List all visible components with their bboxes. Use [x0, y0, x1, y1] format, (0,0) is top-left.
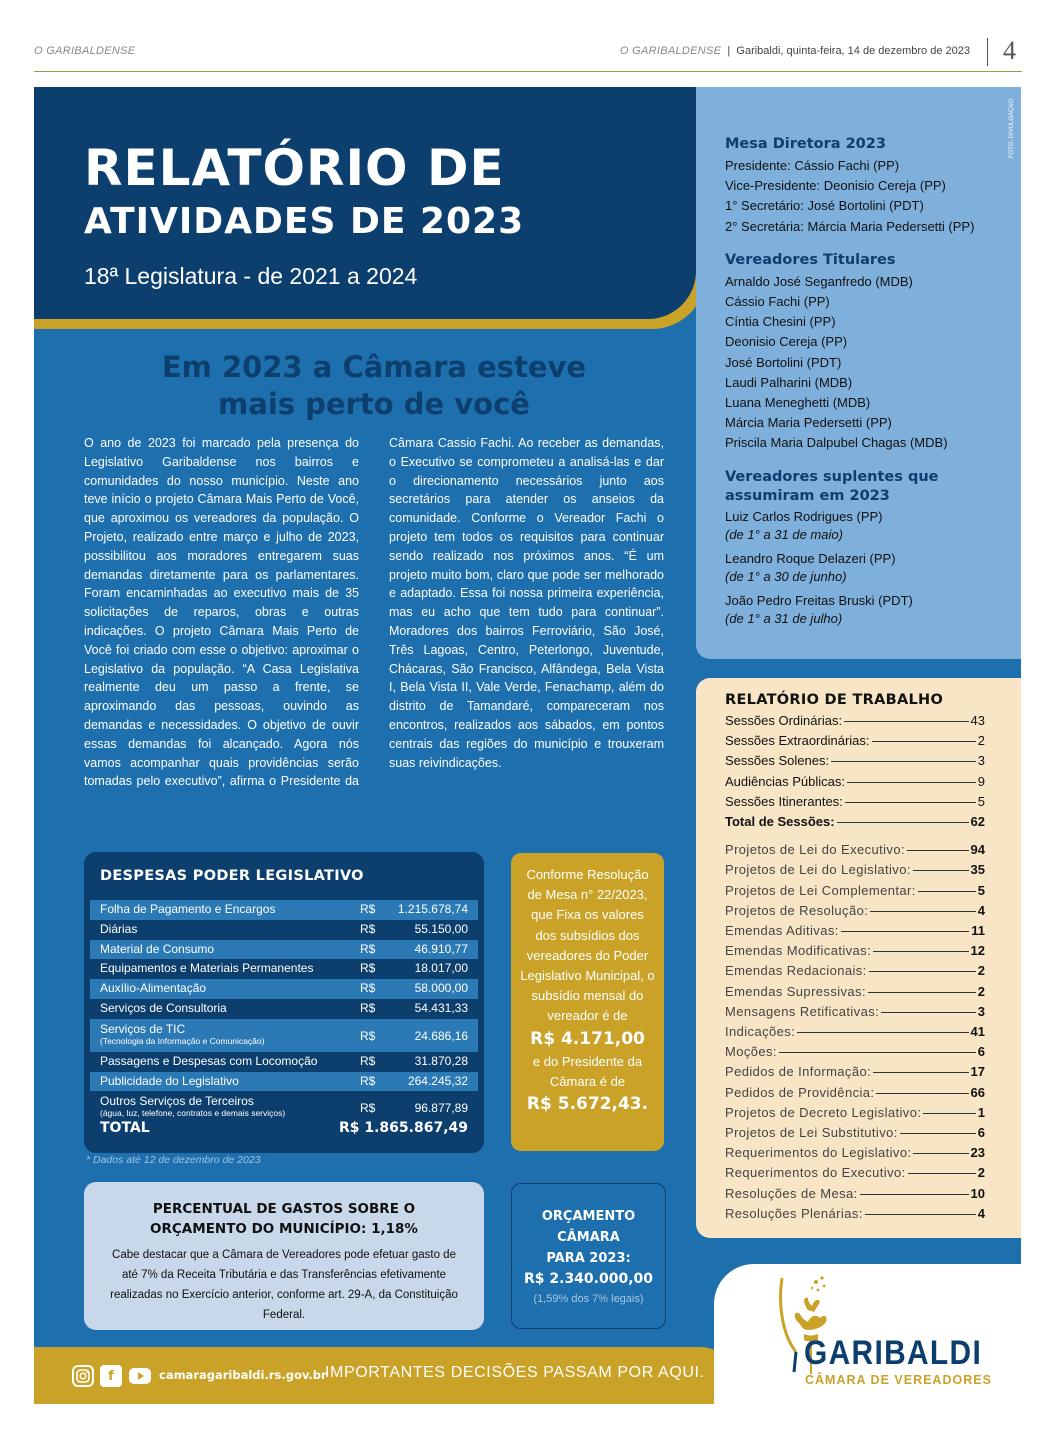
expenses-total-row [100, 1120, 468, 1136]
publication-name-right: O GARIBALDENSE [619, 45, 722, 57]
report-row-value: 4 [977, 902, 985, 918]
expense-row [90, 1019, 478, 1052]
report-row [725, 792, 985, 812]
expense-label-text: Serviços de Consultoria [100, 1000, 227, 1015]
expense-label-text: Outros Serviços de Terceiros [100, 1094, 254, 1109]
report-row-label: Sessões Extraordinárias: [725, 733, 870, 749]
report-row [725, 731, 985, 751]
budget-title-line3: PARA 2023: [546, 1251, 631, 1266]
report-row-leader [845, 802, 976, 803]
report-row-label: Emendas Supressivas: [725, 983, 866, 999]
chamber-logo [714, 1264, 1021, 1404]
page-header [34, 38, 1022, 72]
suplente-name: Luiz Carlos Rodrigues (PP) [725, 508, 883, 524]
expense-row [90, 1072, 478, 1092]
expense-label-text: Publicidade do Legislativo [100, 1073, 239, 1088]
suplentes-list [725, 508, 1015, 628]
expense-row [90, 1052, 478, 1072]
report-row-leader [841, 931, 970, 932]
report-row-label: Projetos de Resolução: [725, 902, 869, 918]
legislature-subtitle: 18ª Legislatura - de 2021 a 2024 [84, 263, 418, 289]
headline-line1: Em 2023 a Câmara esteve [161, 350, 587, 384]
report-row-label: Sessões Ordinárias: [725, 713, 843, 728]
expenses-heading: DESPESAS PODER LEGISLATIVO [100, 868, 364, 884]
expense-label [100, 959, 313, 979]
expenses-table [84, 852, 484, 1153]
subsidy-text: Conforme Resolução de Mesa n° 22/2023, que Fixa os valores dos subsídios dos vereadores do Poder Legislativo Municipal, o subsídio mensal do vereador é de [520, 867, 655, 1024]
report-row-leader [870, 911, 976, 912]
expense-row [90, 979, 478, 999]
expense-label [100, 979, 206, 999]
report-row-leader [847, 782, 976, 783]
report-row [725, 812, 985, 832]
mesa-heading: Mesa Diretora 2023 [725, 136, 886, 152]
report-row [725, 1002, 985, 1022]
footer-band [34, 1347, 734, 1404]
percentage-text: Cabe destacar que a Câmara de Vereadores pode efetuar gasto de até 7% da Receita Tributária e das Transferências efetivamente realizadas no Exercício anterior, conforme art. 29-A, da Constituição Federal. [110, 1249, 458, 1321]
expense-label [100, 1072, 239, 1092]
titular-member: Arnaldo José Seganfredo (MDB) [725, 273, 913, 289]
report-row-label: Resoluções de Mesa: [725, 1185, 858, 1201]
suplente-name: João Pedro Freitas Bruski (PDT) [725, 592, 913, 608]
expense-currency: R$ [360, 1053, 376, 1068]
report-row-leader [907, 850, 969, 851]
expense-currency: R$ [360, 1000, 376, 1015]
report-row-leader [900, 1133, 976, 1134]
report-row-value: 3 [977, 1003, 985, 1019]
report-row-leader [876, 1093, 968, 1094]
report-row [725, 1083, 985, 1103]
expense-label [100, 920, 137, 940]
report-row [725, 881, 985, 901]
suplentes-heading-line1: Vereadores suplentes que [725, 468, 939, 485]
report-row [725, 1204, 985, 1224]
subsidy-presidente-value: R$ 5.672,43. [526, 1094, 649, 1115]
report-row-value: 3 [977, 753, 985, 769]
expense-currency: R$ [360, 1101, 376, 1116]
report-row-leader [873, 951, 968, 952]
report-row [725, 1184, 985, 1204]
expense-currency: R$ [360, 902, 376, 916]
work-report [696, 678, 1021, 1238]
expense-label [100, 999, 227, 1019]
titular-member: Luana Meneghetti (MDB) [725, 395, 871, 411]
expense-label-text: Serviços de TIC [100, 1021, 186, 1036]
report-row [725, 1103, 985, 1123]
expense-label-text: Material de Consumo [100, 941, 215, 956]
publication-name: O GARIBALDENSE [34, 45, 136, 57]
expense-label [100, 900, 275, 920]
members-sidebar [696, 87, 1021, 659]
report-row [725, 860, 985, 880]
report-row-value: 2 [977, 733, 985, 749]
expense-amount: 264.245,32 [407, 1073, 468, 1088]
expense-currency: R$ [360, 961, 376, 976]
expense-amount: 46.910,77 [414, 941, 468, 956]
photo-credit: FOTO: DIVULGAÇÃO [1009, 99, 1015, 159]
report-row-leader [837, 822, 969, 823]
report-row-leader [831, 761, 976, 762]
expense-amount: 24.686,16 [414, 1028, 468, 1043]
budget-title-line1: ORÇAMENTO [541, 1209, 636, 1224]
report-row-label: Requerimentos do Legislativo: [725, 1145, 912, 1161]
report-row-leader [865, 1214, 976, 1215]
report-row [725, 1022, 985, 1042]
report-row-leader [872, 741, 976, 742]
percentage-heading [84, 1199, 484, 1239]
report-row [725, 901, 985, 921]
suplentes-heading [725, 468, 1015, 506]
report-row-leader [918, 891, 976, 892]
report-row-leader [913, 870, 969, 871]
report-row-value: 5 [977, 882, 985, 898]
mesa-member: 1° Secretário: José Bortolini (PDT) [725, 198, 924, 214]
instagram-icon[interactable] [72, 1365, 94, 1387]
report-row-label: Audiências Públicas: [725, 773, 845, 789]
budget-value: R$ 2.340.000,00 [523, 1271, 654, 1287]
report-row [725, 982, 985, 1002]
report-row-label: Projetos de Lei Substitutivo: [725, 1125, 898, 1141]
mesa-member: Presidente: Cássio Fachi (PP) [725, 158, 900, 173]
report-heading: RELATÓRIO DE TRABALHO [725, 692, 944, 708]
title-block [34, 87, 696, 319]
expense-label-text: Equipamentos e Materiais Permanentes [100, 961, 314, 976]
report-row-label: Requerimentos do Executivo: [725, 1165, 906, 1181]
titular-member: José Bortolini (PDT) [725, 354, 842, 370]
report-row-leader [797, 1032, 968, 1033]
report-row-value: 6 [977, 1125, 985, 1141]
page-divider [987, 38, 988, 66]
report-row-value: 62 [970, 814, 985, 830]
headline-line2: mais perto de você [218, 387, 530, 421]
sessions-list [725, 711, 985, 832]
mesa-list [725, 156, 1015, 237]
report-row-value: 23 [970, 1145, 985, 1161]
budget-title [512, 1206, 665, 1269]
facebook-icon[interactable]: f [100, 1365, 122, 1387]
report-row [725, 1042, 985, 1062]
expense-label-text: Diárias [100, 921, 138, 936]
suplente-period: (de 1° a 31 de maio) [725, 526, 843, 542]
main-title [84, 139, 524, 247]
report-row-leader [868, 992, 976, 993]
expense-amount: 55.150,00 [414, 921, 468, 936]
suplentes-heading-line2: assumiram em 2023 [725, 487, 890, 504]
titular-member: Laudi Palharini (MDB) [725, 374, 853, 390]
expense-amount: 54.431,33 [414, 1000, 468, 1015]
titular-member: Cássio Fachi (PP) [725, 294, 830, 310]
titular-member: Márcia Maria Pedersetti (PP) [725, 415, 892, 431]
mesa-member: Vice-Presidente: Deonisio Cereja (PP) [725, 178, 946, 194]
report-row [725, 751, 985, 771]
footer-slogan: IMPORTANTES DECISÕES PASSAM POR AQUI. [325, 1364, 705, 1381]
report-row [725, 961, 985, 981]
report-row [725, 1163, 985, 1183]
suplente-period: (de 1° a 30 de junho) [725, 568, 847, 584]
report-row-leader [923, 1113, 975, 1114]
report-row-value: 35 [970, 862, 985, 878]
report-row-label: Emendas Aditivas: [725, 923, 839, 939]
expense-row [90, 920, 478, 940]
report-row-value: 11 [971, 923, 985, 939]
date-text: Garibaldi, quinta-feira, 14 de dezembro de 2023 [736, 45, 970, 57]
report-row [725, 840, 985, 860]
items-list [725, 840, 985, 1224]
percentage-heading-line1: PERCENTUAL DE GASTOS SOBRE O [152, 1201, 416, 1217]
report-row-leader [869, 971, 976, 972]
percentage-heading-line2: ORÇAMENTO DO MUNICÍPIO: 1,18% [150, 1221, 418, 1237]
expense-row [90, 900, 478, 920]
report-row-label: Emendas Redacionais: [725, 963, 867, 979]
expense-label-text: Folha de Pagamento e Encargos [100, 902, 276, 916]
mesa-member: 2° Secretária: Márcia Maria Pedersetti (PP) [725, 218, 975, 234]
report-row-value: 2 [977, 963, 985, 979]
report-row-leader [913, 1153, 968, 1154]
titular-member: Priscila Maria Dalpubel Chagas (MDB) [725, 435, 948, 451]
expense-currency: R$ [360, 1028, 376, 1043]
report-row [725, 1143, 985, 1163]
expense-label [100, 1052, 317, 1072]
report-row-value: 43 [970, 713, 985, 728]
report-row-label: Projetos de Lei do Executivo: [725, 842, 905, 858]
report-row-label: Sessões Solenes: [725, 753, 830, 769]
suplente-period: (de 1° a 31 de julho) [725, 610, 843, 626]
expense-currency: R$ [360, 1073, 376, 1088]
expense-currency: R$ [360, 981, 376, 996]
expense-label-detail: (Tecnologia da Informação e Comunicação) [100, 1035, 265, 1046]
budget-box [511, 1183, 666, 1329]
titular-member: Cíntia Chesini (PP) [725, 314, 836, 330]
report-row-value: 66 [970, 1084, 985, 1100]
report-row-leader [873, 1072, 968, 1073]
report-row-label: Sessões Itinerantes: [725, 793, 843, 809]
expenses-rows [90, 900, 478, 1124]
article-body: O ano de 2023 foi marcado pela presença do Legislativo Garibaldense nos bairros e comunidades do nosso município. Neste ano teve início o projeto Câmara Mais Perto de Você, que aproximou os vereadores da população. O Projeto, realizado entre março e julho de 2023, possibilitou aos moradores entregarem suas demandas diretamente para os parlamentares. Foram encaminhadas ao executivo mais de 35 solicitações de reparos, obras e outras indicações. O projeto Câmara Mais Perto de Você foi criado com esse o objetivo: aproximar o Legislativo da população. “A Casa Legislativa realmente deu um passo a frente, se aproximando das pessoas, ouvindo as demandas e necessidades. O objetivo de ouvir essas demandas foi alcançado. Agora nós vamos acompanhar quais providências serão tomadas pelo executivo”, afirma o Presidente da Câmara Cassio Fachi. Ao receber as demandas, o Executivo se comprometeu a analisá-las e dar o direcionamento necessários junto aos secretários para atender os anseios da comunidade. Conforme o Vereador Fachi o projeto tem todos os requisitos para continuar sendo realizado nos próximos anos. “É um projeto muito bom, claro que pode ser melhorado e adaptado. Essa foi nossa primeira experiência, mas eu acho que tem tudo para continuar”. Moradores dos bairros Ferroviário, São José, Três Lagoas, Centro, Peterlongo, Juventude, Chácaras, São Francisco, Alfândega, Bela Vista I, Bela Vista II, Vale Verde, Fenachamp, além do distrito de Tamandaré, compareceram nos encontros, realizados aos sábados, em pontos centrais das regiões do município e trouxeram suas reivindicações. [84, 436, 664, 789]
expense-label [100, 940, 214, 960]
report-row-value: 4 [977, 1205, 985, 1221]
page-number: 4 [1003, 36, 1016, 65]
report-row-label: Pedidos de Informação: [725, 1064, 872, 1080]
report-row-label: Projetos de Lei Complementar: [725, 882, 916, 898]
dateline: O GARIBALDENSE | Garibaldi, quinta-feira, 14 de dezembro de 2023 [619, 45, 970, 57]
report-row-value: 2 [977, 983, 985, 999]
report-row [725, 921, 985, 941]
website-link[interactable]: camaragaribaldi.rs.gov.br [159, 1368, 327, 1382]
expenses-total-label: TOTAL [100, 1120, 150, 1136]
report-row-value: 2 [977, 1165, 985, 1181]
expense-currency: R$ [360, 921, 376, 936]
report-row [725, 772, 985, 792]
report-row-leader [844, 721, 968, 722]
report-row-leader [860, 1194, 969, 1195]
report-row-value: 1 [977, 1104, 985, 1120]
expense-label-text: Passagens e Despesas com Locomoção [100, 1053, 318, 1068]
report-row-leader [908, 1173, 976, 1174]
report-row-value: 5 [977, 793, 985, 809]
expense-row [90, 999, 478, 1019]
logo-subtitle: CÂMARA DE VEREADORES [805, 1373, 992, 1387]
expense-amount: 58.000,00 [414, 981, 468, 996]
logo-name: GARIBALDI [804, 1334, 983, 1372]
expense-currency: R$ [360, 941, 376, 956]
main-title-line1: RELATÓRIO DE [84, 139, 505, 197]
social-icons [72, 1365, 152, 1387]
report-row-label: Projetos de Decreto Legislativo: [725, 1104, 922, 1120]
spending-percentage-box [84, 1182, 484, 1330]
report-row-label: Emendas Modificativas: [725, 943, 872, 959]
report-row-value: 94 [970, 842, 985, 858]
main-title-line2: ATIVIDADES DE 2023 [84, 201, 525, 242]
expense-label-text: Auxílio-Alimentação [100, 981, 207, 996]
expense-label [100, 1022, 264, 1047]
report-panel [34, 87, 1021, 1404]
budget-note: (1,59% dos 7% legais) [533, 1293, 644, 1305]
expense-row [90, 940, 478, 960]
report-row-label: Mensagens Retificativas: [725, 1003, 880, 1019]
subsidy-middle-text: e do Presidente da Câmara é de [532, 1053, 643, 1089]
report-row-value: 12 [970, 943, 985, 959]
expense-amount: 31.870,28 [414, 1053, 468, 1068]
subsidy-vereador-value: R$ 4.171,00 [530, 1028, 645, 1049]
report-row-label: Resoluções Plenárias: [725, 1205, 863, 1221]
report-row-leader [881, 1012, 976, 1013]
suplente-name: Leandro Roque Delazeri (PP) [725, 550, 896, 566]
report-row-label: Indicações: [725, 1024, 796, 1040]
report-row-label: Total de Sessões: [725, 814, 835, 830]
titular-member: Deonisio Cereja (PP) [725, 334, 848, 350]
report-row [725, 1062, 985, 1082]
expense-row [90, 959, 478, 979]
expense-amount: 18.017,00 [414, 961, 468, 976]
report-row-label: Projetos de Lei do Legislativo: [725, 862, 911, 878]
article-headline [104, 349, 644, 423]
youtube-icon[interactable] [128, 1365, 152, 1387]
expenses-total-value: R$ 1.865.867,49 [338, 1120, 468, 1136]
subsidy-box [511, 853, 664, 1151]
expenses-note: * Dados até 12 de dezembro de 2023 [86, 1154, 261, 1166]
expense-label-detail: (água, luz, telefone, contratos e demais serviços) [100, 1108, 286, 1119]
report-row-value: 17 [970, 1064, 985, 1080]
report-row-label: Pedidos de Providência: [725, 1084, 875, 1100]
report-row-value: 6 [977, 1044, 985, 1060]
report-row-value: 10 [970, 1185, 985, 1201]
titulares-heading: Vereadores Titulares [725, 251, 896, 268]
report-row [725, 1123, 985, 1143]
expense-amount: 96.877,89 [414, 1101, 468, 1116]
budget-title-line2: CÂMARA [557, 1230, 620, 1245]
expense-label [100, 1094, 285, 1119]
titulares-list [725, 272, 1015, 454]
report-row-value: 41 [970, 1024, 985, 1040]
report-row-value: 9 [977, 773, 985, 789]
report-row [725, 711, 985, 731]
expense-amount: 1.215.678,74 [397, 902, 468, 916]
report-row-leader [779, 1052, 976, 1053]
report-row [725, 941, 985, 961]
report-row-label: Moções: [725, 1044, 777, 1060]
